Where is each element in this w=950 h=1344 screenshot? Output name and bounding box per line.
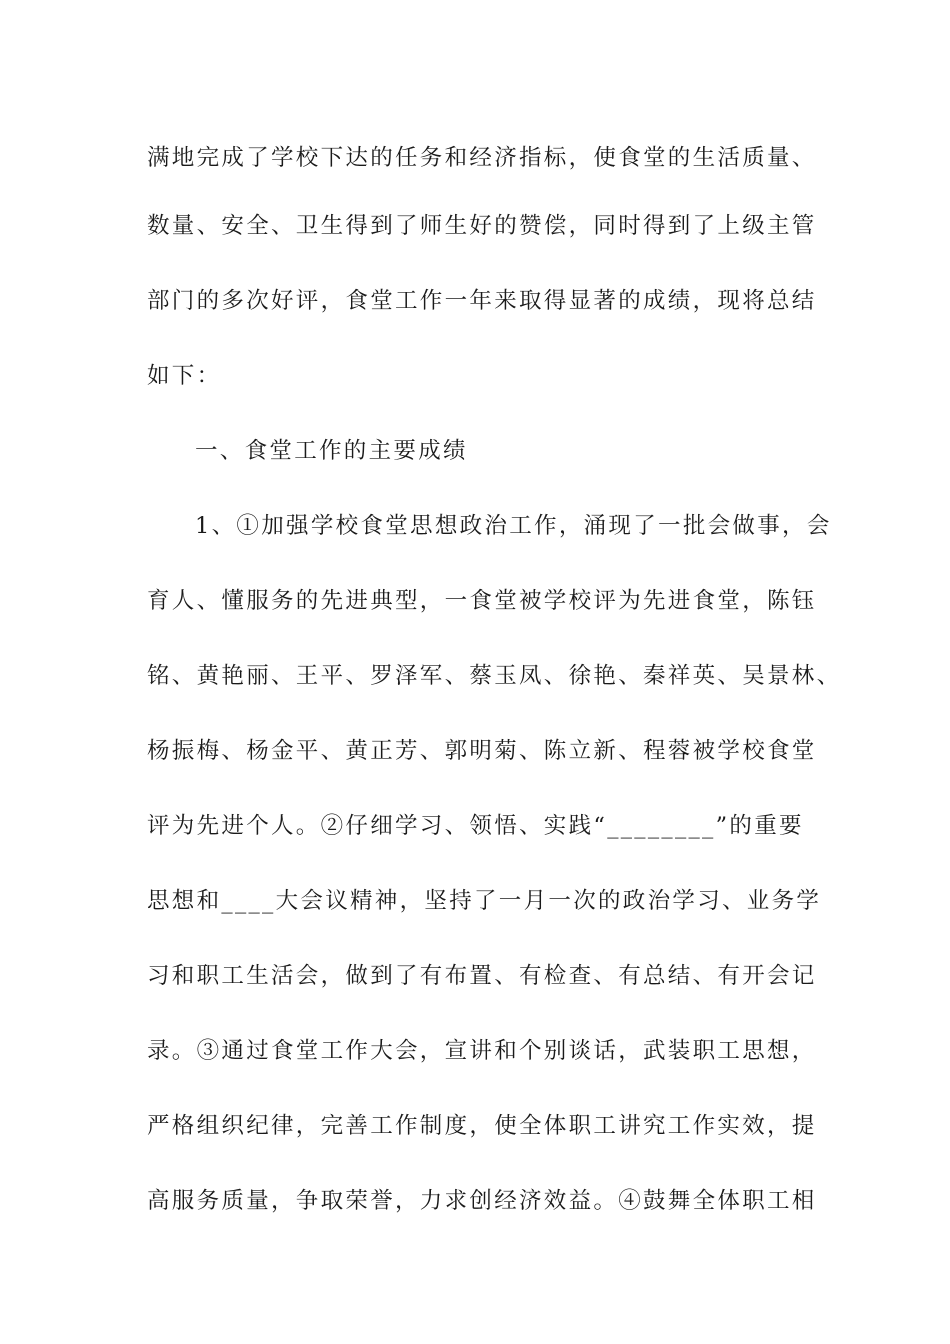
paragraph-line: 思想和____大会议精神，坚持了一月一次的政治学习、业务学 bbox=[147, 888, 822, 914]
paragraph-line: 录。③通过食堂工作大会，宣讲和个别谈话，武装职工思想， bbox=[147, 1038, 817, 1064]
paragraph-line: 严格组织纪律，完善工作制度，使全体职工讲究工作实效，提 bbox=[147, 1113, 817, 1139]
paragraph-line: 习和职工生活会，做到了有布置、有检查、有总结、有开会记 bbox=[147, 963, 817, 989]
paragraph-line: 1、①加强学校食堂思想政治工作，涌现了一批会做事，会 bbox=[195, 513, 832, 539]
paragraph-line: 数量、安全、卫生得到了师生好的赞偿，同时得到了上级主管 bbox=[147, 213, 817, 239]
paragraph-line: 部门的多次好评，食堂工作一年来取得显著的成绩，现将总结 bbox=[147, 288, 817, 314]
paragraph-line: 满地完成了学校下达的任务和经济指标，使食堂的生活质量、 bbox=[147, 145, 817, 171]
paragraph-line: 高服务质量，争取荣誉，力求创经济效益。④鼓舞全体职工相 bbox=[147, 1188, 817, 1214]
section-heading: 一、食堂工作的主要成绩 bbox=[195, 438, 468, 464]
paragraph-line: 育人、懂服务的先进典型，一食堂被学校评为先进食堂，陈钰 bbox=[147, 588, 817, 614]
paragraph-line: 评为先进个人。②仔细学习、领悟、实践“________”的重要 bbox=[147, 813, 804, 839]
paragraph-line: 铭、黄艳丽、王平、罗泽军、蔡玉凤、徐艳、秦祥英、吴景林、 bbox=[147, 663, 842, 689]
paragraph-line: 如下： bbox=[147, 363, 222, 389]
paragraph-line: 杨振梅、杨金平、黄正芳、郭明菊、陈立新、程蓉被学校食堂 bbox=[147, 738, 817, 764]
